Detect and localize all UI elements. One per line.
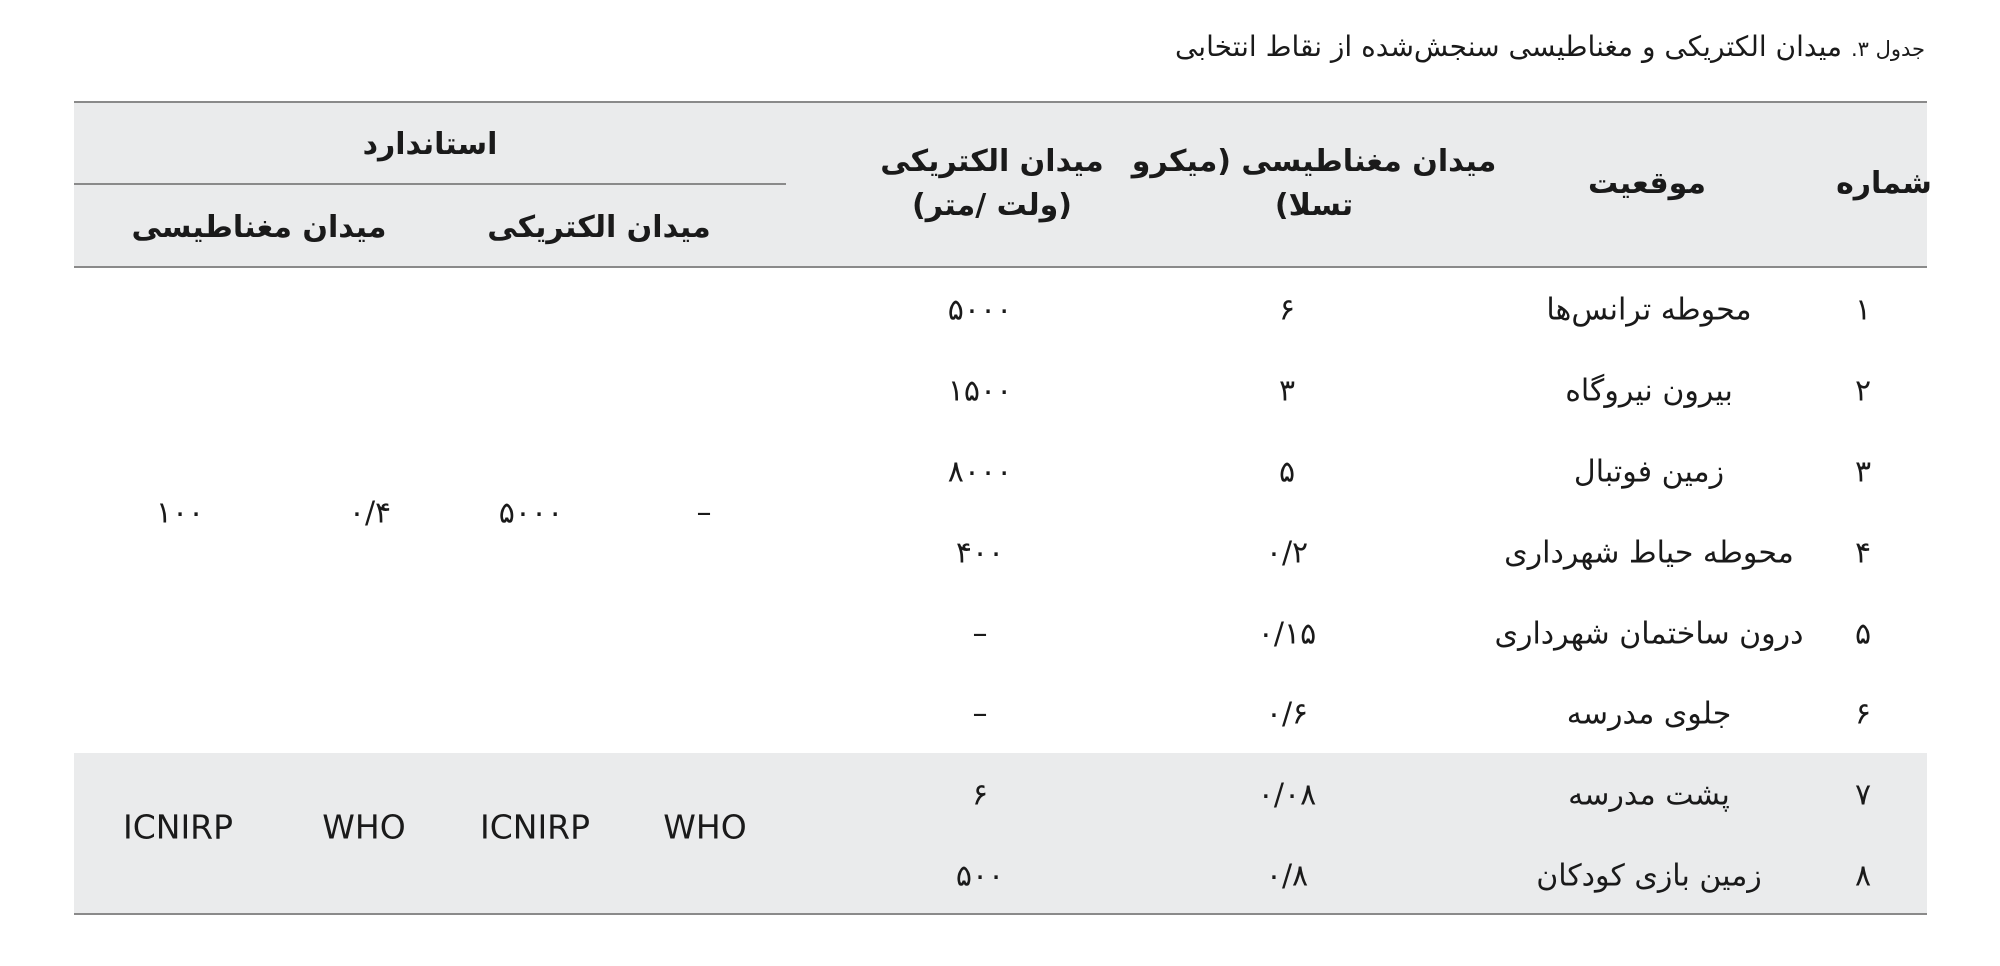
row-3-magnetic: ۵ [1278, 454, 1296, 490]
row-1-magnetic: ۶ [1278, 292, 1296, 328]
std-magnetic-icnirp-value: ۱۰۰ [155, 495, 205, 531]
header-magnetic [1132, 140, 1497, 228]
row-5-location: درون ساختمان شهرداری [1494, 616, 1804, 652]
caption-text: میدان الکتریکی و مغناطیسی سنجش‌شده از نقاط انتخابی [1174, 30, 1843, 63]
caption-prefix: جدول ۳. [1850, 37, 1925, 61]
row-4-number: ۴ [1854, 535, 1872, 571]
header-electric-line1: میدان الکتریکی [880, 144, 1104, 179]
row-8-number: ۸ [1854, 858, 1872, 894]
std-electric-icnirp-label: ICNIRP [479, 807, 591, 847]
row-3-location: زمین فوتبال [1573, 454, 1725, 490]
row-7-number: ۷ [1854, 777, 1872, 813]
standard-header-divider [74, 183, 786, 185]
header-electric-line2: (ولت /متر) [912, 188, 1072, 223]
header-std-magnetic: میدان مغناطیسی [131, 210, 387, 245]
header-magnetic-line2: تسلا) [1274, 188, 1354, 223]
row-7-magnetic: ۰/۰۸ [1257, 777, 1317, 813]
std-magnetic-who-label: WHO [322, 807, 406, 847]
row-7-electric: ۶ [971, 777, 989, 813]
header-std-electric: میدان الکتریکی [487, 210, 711, 245]
row-8-location: زمین بازی کودکان [1536, 858, 1762, 894]
row-6-number: ۶ [1854, 696, 1872, 732]
row-6-magnetic: ۰/۶ [1265, 696, 1309, 732]
row-2-electric: ۱۵۰۰ [947, 373, 1013, 409]
header-standard: استاندارد [362, 127, 498, 162]
header-number: شماره [1836, 166, 1932, 201]
std-electric-who-value: – [696, 495, 712, 531]
row-2-location: بیرون نیروگاه [1565, 373, 1733, 409]
row-8-electric: ۵۰۰ [955, 858, 1005, 894]
measurement-table [74, 101, 1932, 915]
row-3-number: ۳ [1854, 454, 1872, 490]
row-1-number: ۱ [1854, 292, 1872, 328]
row-4-electric: ۴۰۰ [955, 535, 1005, 571]
row-6-location: جلوی مدرسه [1566, 696, 1732, 732]
row-1-location: محوطه ترانس‌ها [1546, 292, 1752, 328]
row-5-number: ۵ [1854, 616, 1872, 652]
std-magnetic-who-value: ۰/۴ [348, 495, 392, 531]
std-magnetic-icnirp-label: ICNIRP [122, 807, 234, 847]
row-2-number: ۲ [1854, 373, 1872, 409]
row-1-electric: ۵۰۰۰ [947, 292, 1013, 328]
row-5-electric: – [972, 616, 988, 652]
row-4-location: محوطه حیاط شهرداری [1504, 535, 1794, 571]
row-3-electric: ۸۰۰۰ [947, 454, 1013, 490]
row-2-magnetic: ۳ [1278, 373, 1296, 409]
header-location: موقعیت [1588, 166, 1706, 201]
header-electric [880, 140, 1103, 228]
table-caption [1175, 30, 1925, 63]
row-8-magnetic: ۰/۸ [1265, 858, 1309, 894]
row-7-location: پشت مدرسه [1568, 777, 1730, 813]
row-5-magnetic: ۰/۱۵ [1257, 616, 1317, 652]
std-electric-icnirp-value: ۵۰۰۰ [498, 495, 564, 531]
row-4-magnetic: ۰/۲ [1265, 535, 1309, 571]
std-electric-who-label: WHO [663, 807, 747, 847]
row-6-electric: – [972, 696, 988, 732]
header-magnetic-line1: میدان مغناطیسی (میکرو [1131, 144, 1497, 179]
